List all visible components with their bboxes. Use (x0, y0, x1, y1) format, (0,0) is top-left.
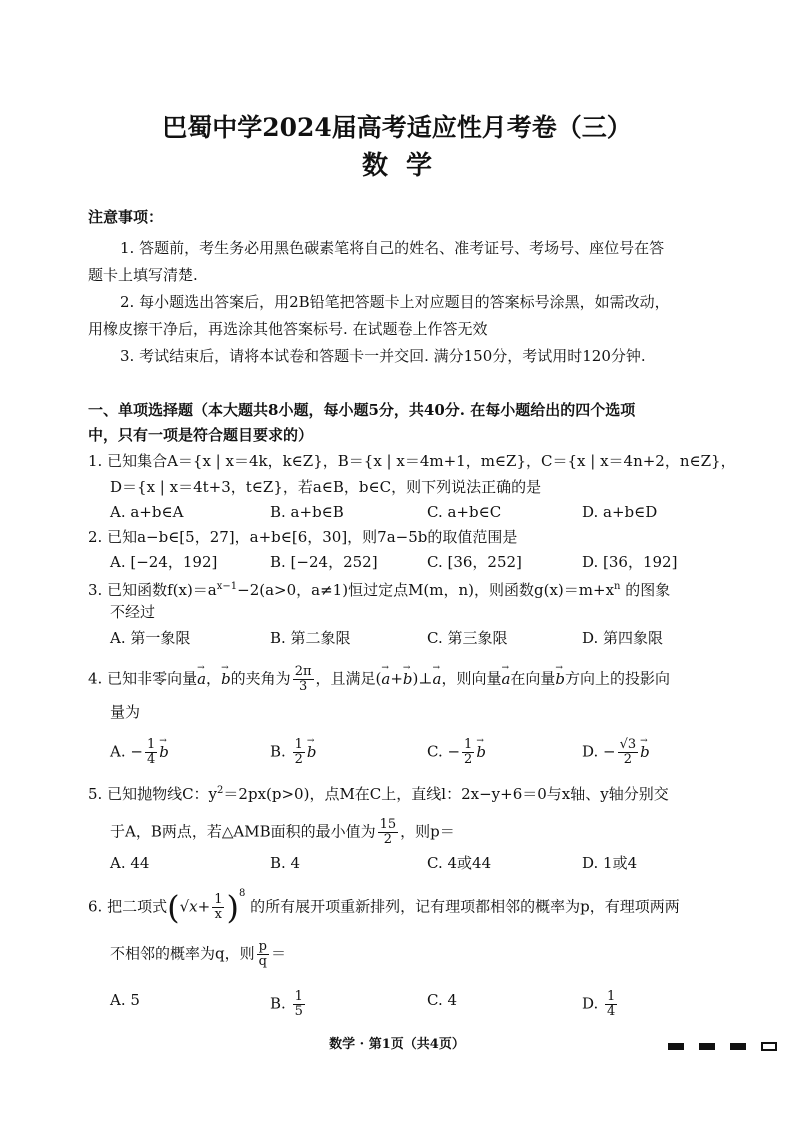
q5-option-b: B. 4 (270, 854, 301, 872)
vector-b: → b (403, 669, 413, 689)
q3-text-b: −2(a>0，a≠1)恒过定点M(m，n)，则函数g(x)＝m+x (237, 581, 615, 599)
q4-option-c-den: 2 (464, 752, 473, 767)
notice-item-3: 3. 考试结束后，请将本试卷和答题卡一并交回. 满分150分，考试用时120分钟. (120, 347, 646, 365)
q6-option-b (270, 990, 307, 1019)
q4-option-b (270, 738, 316, 767)
q5-text-a: 5. 已知抛物线C：y (88, 785, 218, 803)
q5-option-a: A. 44 (110, 854, 150, 872)
q2-option-c: C. [36，252] (427, 553, 522, 571)
q6-binomial-num: 1 (214, 892, 223, 907)
q5-area-num: 15 (379, 817, 397, 832)
q4-angle-fraction (293, 665, 314, 694)
q3-text-a: 3. 已知函数f(x)＝a (88, 581, 217, 599)
q2-option-b: B. [−24，252] (270, 553, 378, 571)
q3-option-c: C. 第三象限 (427, 629, 508, 647)
question-1: 1. 已知集合A＝{x | x＝4k，k∈Z}，B＝{x | x＝4m+1，m∈Z}，C＝{x | x＝4n+2，n∈Z}， (88, 452, 736, 470)
q4-option-d-fraction (618, 738, 639, 767)
q4-option-c-num: 1 (464, 737, 473, 752)
q6-text-c: 不相邻的概率为q，则 (110, 944, 255, 963)
q6-pq-den: q (258, 954, 267, 969)
q1-option-b: B. a+b∈B (270, 503, 344, 521)
q4-option-c-label: C. − (427, 742, 461, 761)
vector-b: → b (307, 742, 317, 762)
q1-option-a: A. a+b∈A (110, 503, 184, 521)
q4-option-b-label: B. (270, 742, 291, 761)
q4-option-a (110, 738, 169, 767)
q4-option-b-fraction (293, 738, 305, 767)
q6-option-d-den: 4 (607, 1004, 616, 1019)
q6-binomial-fraction (212, 893, 224, 922)
q3-exponent: x−1 (216, 581, 238, 592)
q4-option-a-den: 4 (146, 752, 156, 767)
notice-item-2: 2. 每小题选出答案后，用2B铅笔把答题卡上对应题目的答案标号涂黑，如需改动， (120, 293, 670, 311)
question-1-cont: D＝{x | x＝4t+3，t∈Z}，若a∈B，b∈C，则下列说法正确的是 (110, 478, 542, 496)
q5-text-d: ，则p＝ (400, 822, 455, 841)
question-6-cont (110, 940, 286, 969)
page-marker-filled (668, 1043, 684, 1050)
q6-pq-fraction (257, 940, 269, 969)
vector-b: → b (159, 742, 169, 762)
q6-option-b-den: 5 (294, 1004, 303, 1019)
page-marker-hollow (761, 1042, 777, 1051)
q2-option-d: D. [36，192] (582, 553, 678, 571)
notice-item-2-cont: 用橡皮擦干净后，再选涂其他答案标号. 在试题卷上作答无效 (88, 320, 488, 338)
q6-binomial-den: x (214, 907, 222, 922)
q1-option-d: D. a+b∈D (582, 503, 658, 521)
exam-title: 巴蜀中学2024届高考适应性月考卷（三） (162, 113, 632, 142)
q4-option-a-label: A. − (110, 742, 143, 761)
q5-exponent: 2 (217, 785, 224, 796)
q3-option-b: B. 第二象限 (270, 629, 351, 647)
q3-option-d: D. 第四象限 (582, 629, 664, 647)
q4-option-b-den: 2 (294, 752, 303, 767)
q6-pq-num: p (258, 939, 267, 954)
question-6 (88, 887, 680, 927)
subject-title: 数学 (361, 151, 450, 181)
vector-b: → b (476, 742, 486, 762)
q6-option-c: C. 4 (427, 991, 458, 1009)
question-5-cont (110, 818, 455, 847)
q4-option-d (582, 738, 650, 767)
page-marker-filled (699, 1043, 715, 1050)
q6-exponent: 8 (238, 887, 246, 899)
q4-option-c (427, 738, 486, 767)
vector-a: → a (432, 669, 441, 689)
q3-exponent-n: n (614, 581, 621, 592)
q4-option-a-fraction (145, 738, 157, 767)
q4-angle-numerator: 2π (294, 664, 312, 679)
q6-option-b-fraction (293, 990, 305, 1019)
q6-option-d-label: D. (582, 994, 604, 1013)
question-5 (88, 781, 669, 804)
q4-text-f: 在向量 (510, 669, 556, 688)
vector-b: → b (640, 742, 650, 762)
question-2: 2. 已知a−b∈[5，27]，a+b∈[6，30]，则7a−5b的取值范围是 (88, 528, 518, 546)
q6-option-d-fraction (605, 990, 617, 1019)
notice-item-1: 1. 答题前，考生务必用黑色碳素笔将自己的姓名、准考证号、考场号、座位号在答 (120, 239, 665, 257)
vector-a: → a (501, 669, 510, 689)
q4-text-c: ，且满足( (315, 669, 382, 688)
page-marker-strip (668, 1036, 792, 1055)
q6-option-d (582, 990, 619, 1019)
page-marker-filled (730, 1043, 746, 1050)
q4-option-a-num: 1 (146, 737, 156, 752)
q4-option-d-den: 2 (623, 752, 633, 767)
page-footer: 数学 · 第1页（共4页） (329, 1037, 465, 1052)
q5-text-c: 于A，B两点，若△AMB面积的最小值为 (110, 822, 376, 841)
vector-b: → b (221, 669, 231, 689)
section-heading: 一、单项选择题（本大题共8小题，每小题5分，共40分. 在每小题给出的四个选项 (88, 401, 636, 419)
q4-option-d-num: √3 (619, 737, 637, 752)
q4-option-c-fraction (462, 738, 474, 767)
q5-option-c: C. 4或44 (427, 854, 492, 872)
q6-right-paren: ) (226, 888, 239, 927)
question-3 (88, 577, 670, 600)
q4-text-e: ，则向量 (441, 669, 502, 688)
q6-plus: + (197, 897, 211, 916)
q6-option-b-num: 1 (294, 989, 303, 1004)
q4-option-d-label: D. − (582, 742, 616, 761)
notice-item-1-cont: 题卡上填写清楚. (88, 266, 198, 284)
vector-a: → a (197, 669, 206, 689)
q3-text-c: 的图象 (620, 581, 671, 599)
q6-option-a: A. 5 (110, 991, 140, 1009)
q4-option-b-num: 1 (294, 737, 303, 752)
q5-text-b: ＝2px(p>0)，点M在C上，直线l：2x−y+6＝0与x轴、y轴分别交 (223, 785, 669, 803)
notice-heading: 注意事项： (88, 208, 164, 226)
question-4 (88, 665, 670, 694)
q6-left-paren: ( (167, 888, 180, 927)
vector-b: → b (555, 669, 565, 689)
q3-option-a: A. 第一象限 (110, 629, 191, 647)
q4-text-d: )⊥ (412, 669, 433, 688)
q4-plus: + (390, 669, 403, 688)
q2-option-a: A. [−24，192] (110, 553, 218, 571)
q6-text-b: 的所有展开项重新排列，记有理项都相邻的概率为p，有理项两两 (245, 897, 680, 916)
q6-sqrt: √x (179, 897, 198, 916)
q6-text-a: 6. 把二项式 (88, 897, 168, 916)
q6-option-d-num: 1 (607, 989, 616, 1004)
q4-sep: ， (206, 669, 222, 688)
q5-area-fraction (378, 818, 399, 847)
vector-a: → a (381, 669, 390, 689)
q4-text-a: 4. 已知非零向量 (88, 669, 198, 688)
q6-option-b-label: B. (270, 994, 291, 1013)
question-4-cont: 量为 (110, 703, 141, 721)
section-heading-cont: 中，只有一项是符合题目要求的） (88, 426, 314, 444)
question-3-cont: 不经过 (110, 603, 156, 621)
q5-option-d: D. 1或4 (582, 854, 638, 872)
q4-text-g: 方向上的投影向 (565, 669, 671, 688)
q4-angle-denominator: 3 (298, 679, 308, 694)
q1-option-c: C. a+b∈C (427, 503, 502, 521)
q5-area-den: 2 (383, 832, 393, 847)
q4-text-b: 的夹角为 (230, 669, 291, 688)
q6-text-d: ＝ (270, 944, 286, 963)
